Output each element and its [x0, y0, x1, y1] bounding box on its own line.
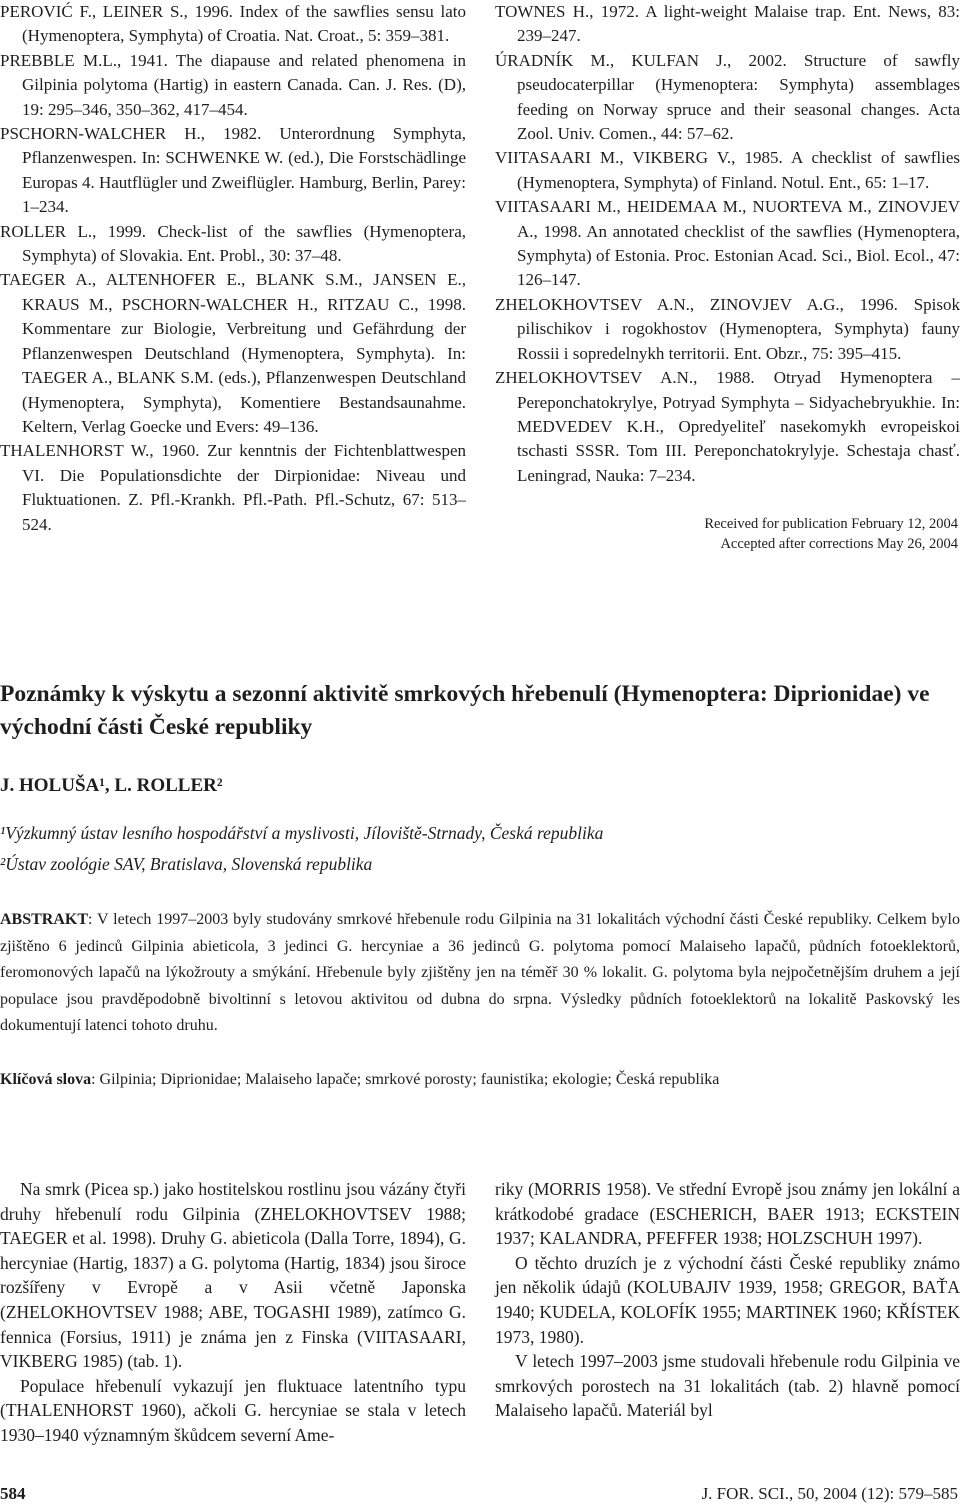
authors: J. HOLUŠA¹, L. ROLLER² [0, 775, 223, 796]
journal-reference: J. FOR. SCI., 50, 2004 (12): 579–585 [701, 1484, 958, 1503]
references-left-column [0, 0, 466, 537]
reference-entry: VIITASAARI M., HEIDEMAA M., NUORTEVA M., ZINOVJEV A., 1998. An annotated checklist of the sawflies (Hymenoptera, Symphyta) of Estonia. Proc. Estonian Acad. Sci., Biol. Ecol., 47: 126–147. [495, 197, 960, 290]
body-paragraph: Na smrk (Picea sp.) jako hostitelskou rostlinu jsou vázány čtyři druhy hřebenulí rodu Gilpinia (ZHELOKHOVTSEV 1988; TAEGER et al. 1998). Druhy G. abieticola (Dalla Torre, 1894), G. hercyniae (Hartig, 1837) a G. polytoma (Hartig, 1834) jsou široce rozšířeny v Evropě a v Asii včetně Japonska (ZHELOKHOVTSEV 1988; ABE, TOGASHI 1989), zatímco G. fennica (Forsius, 1911) je známa jen z Finska (VIITASAARI, VIKBERG 1985) (tab. 1). [0, 1179, 466, 1372]
keywords [0, 1068, 960, 1092]
page-number: 584 [0, 1484, 26, 1503]
abstract [0, 907, 960, 1040]
keywords-label: Klíčová slova [0, 1071, 92, 1088]
reference-entry: THALENHORST W., 1960. Zur kenntnis der Fichtenblattwespen VI. Die Populationsdichte der Dirpionidae: Niveau und Fluktuationen. Z. Pfl.-Krankh. Pfl.-Path. Pfl.-Schutz, 67: 513–524. [0, 441, 466, 534]
article-title: Poznámky k výskytu a sezonní aktivitě smrkových hřebenulí (Hymenoptera: Diprionidae) ve východní části České republiky [0, 681, 930, 740]
accepted-date: Accepted after corrections May 26, 2004 [720, 536, 958, 552]
affiliation-2: ²Ústav zoológie SAV, Bratislava, Slovenská republika [0, 854, 373, 874]
body-paragraph: O těchto druzích je z východní části České republiky známo jen několik údajů (KOLUBAJIV 1939, 1958; GREGOR, BAŤA 1940; KUDELA, KOLOFÍK 1955; MARTINEK 1960; KŘÍSTEK 1973, 1980). [495, 1252, 960, 1347]
body-right-column [495, 1177, 960, 1423]
reference-entry: PSCHORN-WALCHER H., 1982. Unterordnung Symphyta, Pflanzenwespen. In: SCHWENKE W. (ed.), Die Forstschädlinge Europas 4. Hautflügler und Zweiflügler. Hamburg, Berlin, Parey: 1–234. [0, 124, 466, 217]
body-paragraph: V letech 1997–2003 jsme studovali hřebenule rodu Gilpinia ve smrkových porostech na 31 lokalitách (tab. 2) hlavně pomocí Malaiseho lapačů. Materiál byl [495, 1351, 960, 1421]
reference-entry: ÚRADNÍK M., KULFAN J., 2002. Structure of sawfly pseudocaterpillar (Hymenoptera: Symphyta) assemblages feeding on Norway spruce and their seasonal changes. Acta Zool. Univ. Comen., 44: 57–62. [495, 50, 960, 144]
references-right-column [495, 0, 960, 488]
publication-dates [600, 514, 958, 554]
affiliation-1: ¹Výzkumný ústav lesního hospodářství a myslivosti, Jíloviště-Strnady, Česká republika [0, 823, 604, 843]
body-left-column [0, 1177, 466, 1448]
body-paragraph: riky (MORRIS 1958). Ve střední Evropě jsou známy jen lokální a krátkodobé gradace (ESCHERICH, BAER 1913; ECKSTEIN 1937; KALANDRA, PFEFFER 1938; HOLZSCHUH 1997). [495, 1179, 960, 1249]
received-date: Received for publication February 12, 2004 [704, 516, 958, 532]
keywords-text: : Gilpinia; Diprionidae; Malaiseho lapače; smrkové porosty; faunistika; ekologie; Česká republika [91, 1071, 720, 1088]
reference-entry: ZHELOKHOVTSEV A.N., 1988. Otryad Hymenoptera – Pereponchatokrylye, Potryad Symphyta – Sidyachebryukhie. In: MEDVEDEV K.H., Opredyeliteľ nasekomykh evropeiskoi tschasti SSSR. Tom III. Pereponchatokrylyje. Schestaja chasť. Leningrad, Nauka: 7–234. [495, 368, 960, 485]
reference-entry: TAEGER A., ALTENHOFER E., BLANK S.M., JANSEN E., KRAUS M., PSCHORN-WALCHER H., RITZAU C., 1998. Kommentare zur Biologie, Verbreitung und Gefährdung der Pflanzenwespen Deutschland (Hymenoptera, Symphyta). In: TAEGER A., BLANK S.M. (eds.), Pflanzenwespen Deutschland (Hymenoptera, Symphyta), Komentiere Bestandsaunahme. Keltern, Verlag Goecke und Evers: 49–136. [0, 270, 466, 436]
abstract-label: ABSTRAKT [0, 911, 89, 928]
reference-entry: VIITASAARI M., VIKBERG V., 1985. A checklist of sawflies (Hymenoptera, Symphyta) of Finland. Notul. Ent., 65: 1–17. [495, 148, 960, 192]
reference-entry: PREBBLE M.L., 1941. The diapause and related phenomena in Gilpinia polytoma (Hartig) in eastern Canada. Can. J. Res. (D), 19: 295–346, 350–362, 417–454. [0, 50, 466, 119]
abstract-text: : V letech 1997–2003 byly studovány smrkové hřebenule rodu Gilpinia na 31 lokalitách východní části České republiky. Celkem bylo zjištěno 6 jedinců Gilpinia abieticola, 3 jedinci G. hercyniae a 36 jedinců G. polytoma pomocí Malaiseho lapačů, půdních fotoeklektorů, feromonových lapačů na lýkožrouty a smýkání. Hřebenule byly zjištěny jen na téměř 30 % lokalit. G. polytoma byla nejpočetnějším druhem a její populace jsou pravděpodobně bivoltinní s letovou aktivitou od dubna do srpna. Výsledky půdních fotoeklektorů na lokalitě Paskovský les dokumentují latenci tohoto druhu. [0, 911, 960, 1034]
reference-entry: ZHELOKHOVTSEV A.N., ZINOVJEV A.G., 1996. Spisok pilischikov i rogokhostov (Hymenoptera, Symphyta) fauny Rossii i sopredelnykh territorii. Ent. Obzr., 75: 395–415. [495, 294, 960, 363]
affiliations [0, 818, 603, 880]
reference-entry: PEROVIĆ F., LEINER S., 1996. Index of the sawflies sensu lato (Hymenoptera, Symphyta) of Croatia. Nat. Croat., 5: 359–381. [0, 2, 466, 46]
reference-entry: ROLLER L., 1999. Check-list of the sawflies (Hymenoptera, Symphyta) of Slovakia. Ent. Probl., 30: 37–48. [0, 221, 466, 266]
reference-entry: TOWNES H., 1972. A light-weight Malaise trap. Ent. News, 83: 239–247. [495, 2, 960, 46]
body-paragraph: Populace hřebenulí vykazují jen fluktuace latentního typu (THALENHORST 1960), ačkoli G. hercyniae se stala v letech 1930–1940 významným škůdcem severní Ame- [0, 1375, 466, 1445]
